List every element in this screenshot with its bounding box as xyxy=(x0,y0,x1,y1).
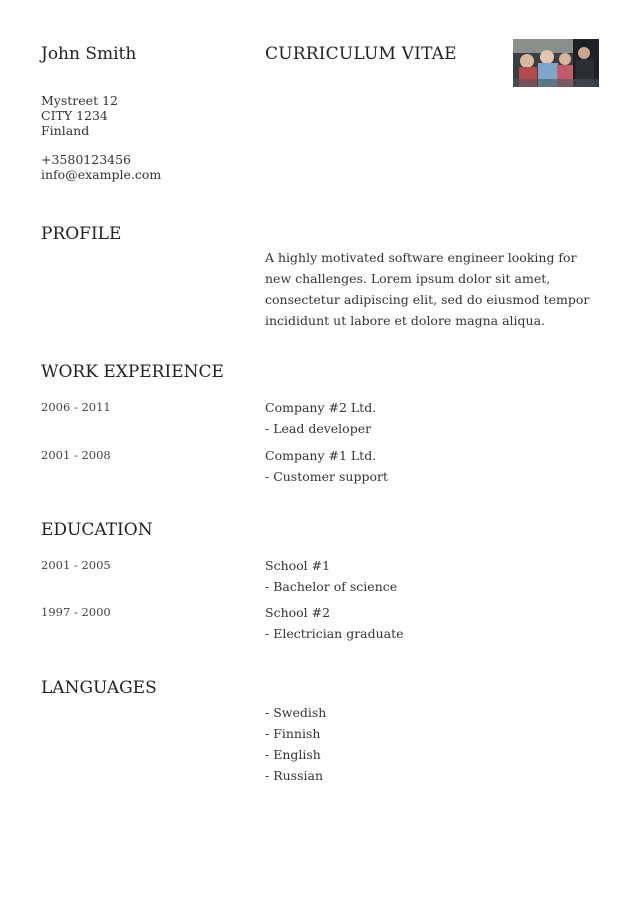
education-degree: - Electrician graduate xyxy=(265,626,404,641)
education-period: 1997 - 2000 xyxy=(41,605,111,619)
contact-block xyxy=(41,152,161,182)
cv-name: John Smith xyxy=(41,44,137,64)
education-period: 2001 - 2005 xyxy=(41,558,111,572)
address-city: CITY 1234 xyxy=(41,108,108,123)
work-company: Company #1 Ltd. xyxy=(265,448,377,463)
section-heading-work: WORK EXPERIENCE xyxy=(41,362,224,382)
section-heading-languages: LANGUAGES xyxy=(41,678,157,698)
address-street: Mystreet 12 xyxy=(41,93,118,108)
work-entry xyxy=(265,397,376,439)
profile-text xyxy=(265,247,589,331)
education-school: School #1 xyxy=(265,558,331,573)
profile-line: consectetur adipiscing elit, sed do eiusmod tempor xyxy=(265,292,590,307)
work-entry xyxy=(265,445,388,487)
section-heading-profile: PROFILE xyxy=(41,224,122,244)
section-heading-education: EDUCATION xyxy=(41,520,153,540)
profile-line: A highly motivated software engineer looking for xyxy=(265,250,577,265)
phone-number: +3580123456 xyxy=(41,152,132,167)
education-degree: - Bachelor of science xyxy=(265,579,398,594)
photo-image xyxy=(513,39,599,87)
education-entry xyxy=(265,555,397,597)
email-address: info@example.com xyxy=(41,167,162,182)
address-block xyxy=(41,93,118,138)
language-item: - Swedish xyxy=(265,705,327,720)
address-country: Finland xyxy=(41,123,90,138)
profile-line: new challenges. Lorem ipsum dolor sit amet, xyxy=(265,271,551,286)
education-school: School #2 xyxy=(265,605,331,620)
work-company: Company #2 Ltd. xyxy=(265,400,377,415)
work-period: 2001 - 2008 xyxy=(41,448,111,462)
work-role: - Lead developer xyxy=(265,421,372,436)
education-entry xyxy=(265,602,404,644)
language-item: - English xyxy=(265,747,321,762)
language-item: - Finnish xyxy=(265,726,321,741)
document-title: CURRICULUM VITAE xyxy=(265,44,457,64)
work-role: - Customer support xyxy=(265,469,388,484)
language-item: - Russian xyxy=(265,768,323,783)
profile-photo xyxy=(513,39,599,87)
profile-line: incididunt ut labore et dolore magna aliqua. xyxy=(265,313,546,328)
work-period: 2006 - 2011 xyxy=(41,400,111,414)
languages-list xyxy=(265,702,326,786)
